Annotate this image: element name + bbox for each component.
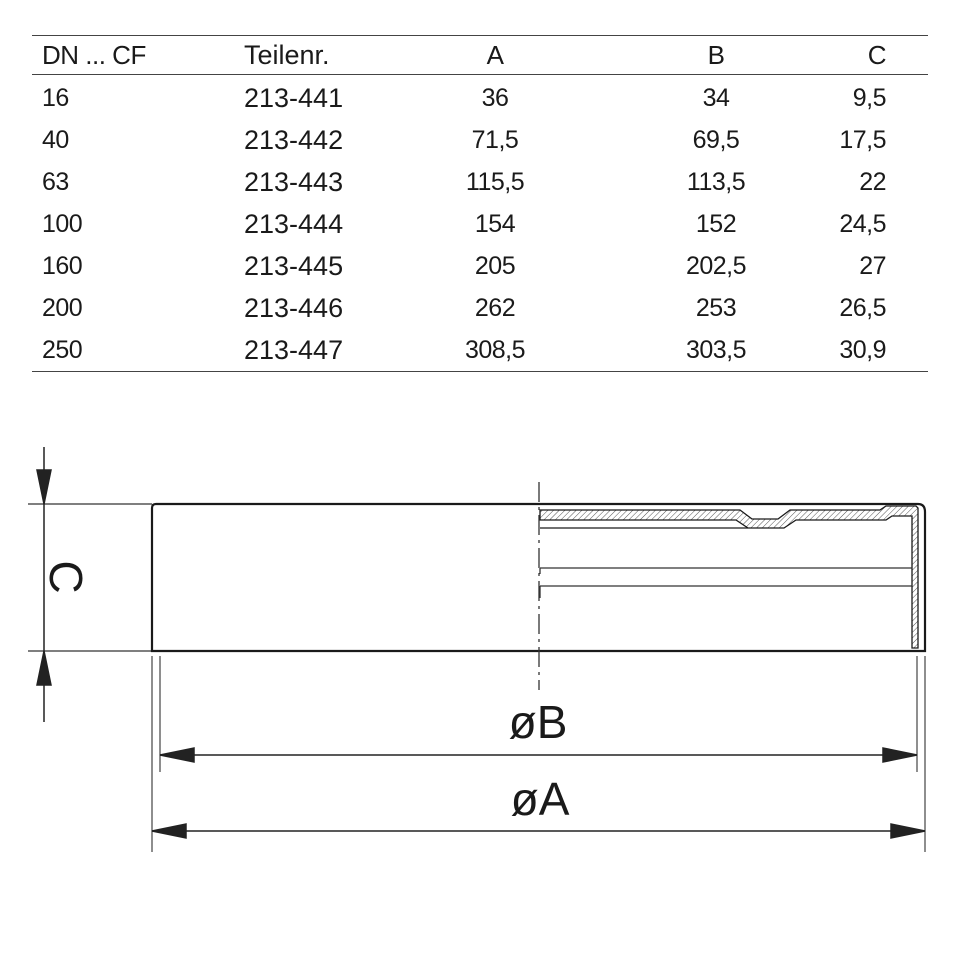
header-a: A <box>486 39 504 70</box>
cell-part-number: 213-442 <box>244 124 344 155</box>
cell-b: 202,5 <box>685 251 747 280</box>
cell-a: 154 <box>474 209 516 238</box>
cell-dn: 250 <box>42 335 83 364</box>
cell-b: 152 <box>695 209 737 238</box>
cell-b: 69,5 <box>692 125 740 154</box>
cell-c: 22 <box>859 167 886 196</box>
cell-c: 17,5 <box>839 125 886 154</box>
section-profile <box>540 506 918 648</box>
header-c: C <box>867 39 886 70</box>
cell-c: 30,9 <box>839 335 886 364</box>
b-arrow-right <box>883 748 917 762</box>
c-arrow-bottom <box>37 651 51 685</box>
cell-dn: 40 <box>42 125 69 154</box>
cell-c: 9,5 <box>852 83 886 112</box>
a-dimension <box>152 824 925 838</box>
a-arrow-right <box>891 824 925 838</box>
cell-a: 262 <box>474 293 516 322</box>
cell-dn: 100 <box>42 209 83 238</box>
cell-part-number: 213-447 <box>244 334 344 365</box>
header-b: B <box>707 39 725 70</box>
cell-dn: 160 <box>42 251 83 280</box>
cell-a: 36 <box>481 83 509 112</box>
cell-c: 26,5 <box>839 293 886 322</box>
cell-a: 115,5 <box>465 167 525 196</box>
cell-part-number: 213-443 <box>244 166 344 197</box>
label-diameter-b: øB <box>508 696 568 748</box>
header-part-number: Teilenr. <box>244 39 330 70</box>
cell-dn: 63 <box>42 167 69 196</box>
cell-a: 308,5 <box>464 335 526 364</box>
cell-b: 253 <box>695 293 737 322</box>
cell-c: 24,5 <box>839 209 886 238</box>
a-arrow-left <box>152 824 186 838</box>
b-dimension <box>160 748 917 762</box>
header-dn: DN ... CF <box>42 39 146 70</box>
cell-part-number: 213-446 <box>244 292 344 323</box>
cell-part-number: 213-444 <box>244 208 344 239</box>
cell-dn: 16 <box>42 83 69 112</box>
cell-c: 27 <box>859 251 886 280</box>
cell-part-number: 213-441 <box>244 82 344 113</box>
cell-b: 34 <box>702 83 730 112</box>
b-arrow-left <box>160 748 194 762</box>
cell-part-number: 213-445 <box>244 250 344 281</box>
cell-b: 303,5 <box>685 335 747 364</box>
c-arrow-top <box>37 470 51 504</box>
cell-a: 205 <box>474 251 516 280</box>
cell-a: 71,5 <box>471 125 519 154</box>
label-c: C <box>39 560 92 594</box>
cell-b: 113,5 <box>686 167 746 196</box>
label-diameter-a: øA <box>510 773 570 825</box>
cell-dn: 200 <box>42 293 83 322</box>
